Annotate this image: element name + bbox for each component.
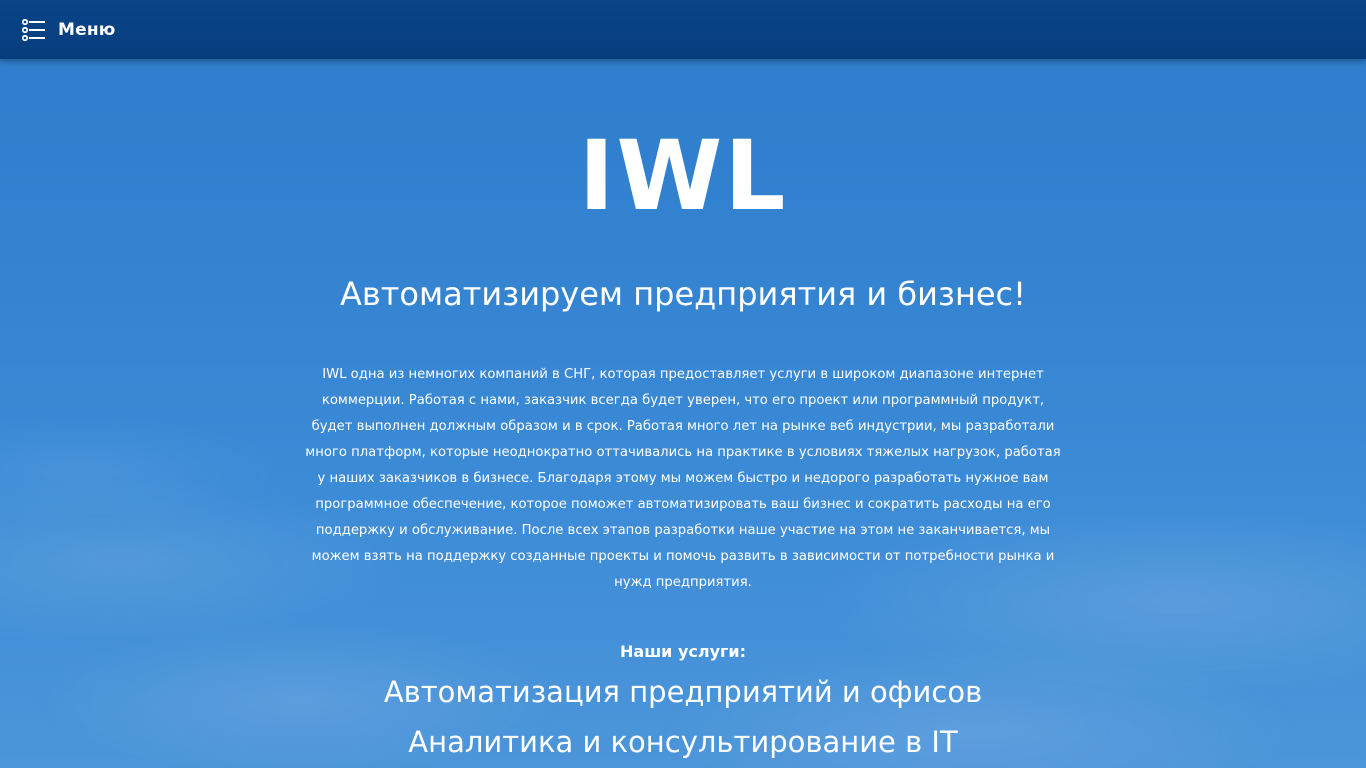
top-bar [0,0,1366,59]
menu-button[interactable] [22,18,116,42]
service-item: Аналитика и консультирование в IT [408,725,958,759]
about-text: IWL одна из немногих компаний в СНГ, которая предоставляет услуги в широком диапазоне интернет коммерции. Работая с нами, заказчик всегда будет уверен, что его проект или программный продукт, будет выполнен должным образом и в срок. Работая много лет на рынке веб индустрии, мы разработали много платформ, которые неоднократно оттачивались на практике в условиях тяжелых нагрузок, работая у наших заказчиков в бизнесе. Благодаря этому мы можем быстро и недорого разработать нужное вам программное обеспечение, которое поможет автоматизировать ваш бизнес и сократить расходы на его поддержку и обслуживание. После всех этапов разработки наше участие на этом не заканчивается, мы можем взять на поддержку созданные проекты и помочь развить в зависимости от потребности рынка и нужд предприятия. [305,367,1061,590]
menu-list-icon [22,18,46,42]
slogan: Автоматизируем предприятия и бизнес! [340,275,1026,313]
services-list [0,674,1366,760]
menu-label: Меню [58,19,116,40]
site-logo: IWL [578,120,788,232]
service-item: Автоматизация предприятий и офисов [383,675,983,709]
services-title: Наши услуги: [620,642,746,661]
main-content [0,59,1366,768]
